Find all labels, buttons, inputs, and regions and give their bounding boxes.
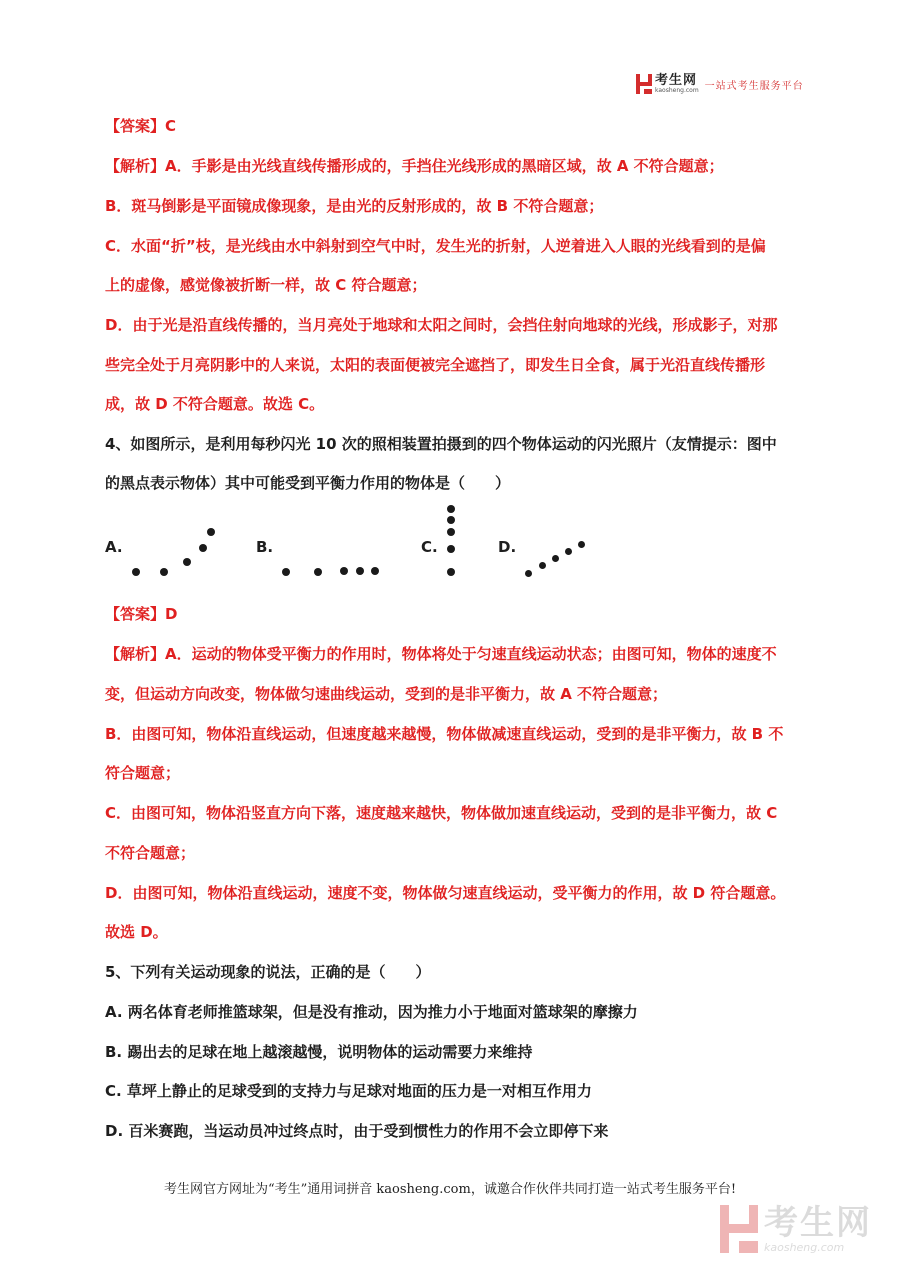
- figure-label-d: D.: [498, 538, 517, 556]
- q4-stem-line: 的黑点表示物体）其中可能受到平衡力作用的物体是（ ）: [105, 474, 511, 492]
- dot-d: [539, 562, 546, 569]
- dot-c: [447, 528, 455, 536]
- q4-analysis-line: 【解析】A．运动的物体受平衡力的作用时，物体将处于匀速直线运动状态；由图可知，物体的速度不: [105, 645, 777, 663]
- dot-a: [199, 544, 207, 552]
- watermark-title: 考生网: [764, 1202, 872, 1243]
- dot-c: [447, 505, 455, 513]
- q3-analysis-line: C．水面“折”枝，是光线由水中斜射到空气中时，发生光的折射，人逆着进入人眼的光线看到的是偏: [105, 237, 766, 255]
- q4-stem-line: 4、如图所示，是利用每秒闪光 10 次的照相装置拍摄到的四个物体运动的闪光照片（友情提示：图中: [105, 435, 777, 453]
- q3-analysis-line: B．斑马倒影是平面镜成像现象，是由光的反射形成的，故 B 不符合题意；: [105, 197, 604, 215]
- q3-answer: 【答案】C: [105, 117, 177, 135]
- dot-c: [447, 545, 455, 553]
- q5-option-d: D. 百米赛跑，当运动员冲过终点时，由于受到惯性力的作用不会立即停下来: [105, 1122, 609, 1140]
- dot-a: [183, 558, 191, 566]
- figure-label-c: C.: [421, 538, 438, 556]
- dot-b: [314, 568, 322, 576]
- logo-slogan: 一站式考生服务平台: [704, 80, 804, 92]
- q5-option-b: B. 踢出去的足球在地上越滚越慢，说明物体的运动需要力来维持: [105, 1043, 533, 1061]
- dot-a: [132, 568, 140, 576]
- dot-b: [340, 567, 348, 575]
- flash-photo-figure: [0, 500, 900, 590]
- q4-analysis-line: C．由图可知，物体沿竖直方向下落，速度越来越快，物体做加速直线运动，受到的是非平衡力，故 C: [105, 804, 778, 822]
- q5-option-c: C. 草坪上静止的足球受到的支持力与足球对地面的压力是一对相互作用力: [105, 1082, 592, 1100]
- figure-label-a: A.: [105, 538, 123, 556]
- q4-analysis-line: 符合题意；: [105, 764, 181, 782]
- dot-d: [525, 570, 532, 577]
- q3-analysis-line: 些完全处于月亮阴影中的人来说，太阳的表面便被完全遮挡了，即发生日全食，属于光沿直线传播形: [105, 356, 766, 374]
- header-logo: [636, 72, 804, 96]
- dot-c: [447, 516, 455, 524]
- q4-analysis-line: 不符合题意；: [105, 844, 196, 862]
- dot-d: [552, 555, 559, 562]
- q4-analysis-line: D．由图可知，物体沿直线运动，速度不变，物体做匀速直线运动，受平衡力的作用，故 D 符合题意。: [105, 884, 786, 902]
- q4-analysis-line: B．由图可知，物体沿直线运动，但速度越来越慢，物体做减速直线运动，受到的是非平衡力，故 B 不: [105, 725, 784, 743]
- q4-answer: 【答案】D: [105, 605, 178, 623]
- kaosheng-logo-icon: [636, 74, 652, 94]
- watermark-domain: kaosheng.com: [764, 1240, 845, 1254]
- dot-a: [207, 528, 215, 536]
- q4-analysis-line: 故选 D。: [105, 923, 168, 941]
- dot-d: [565, 548, 572, 555]
- page-footer: 考生网官方网址为“考生”通用词拼音 kaosheng.com，诚邀合作伙伴共同打造一站式考生服务平台!: [163, 1182, 737, 1197]
- logo-domain: kaosheng.com: [655, 87, 699, 94]
- dot-b: [282, 568, 290, 576]
- q3-analysis-line: 上的虚像，感觉像被折断一样，故 C 符合题意；: [105, 276, 427, 294]
- q3-analysis-line: D．由于光是沿直线传播的，当月亮处于地球和太阳之间时，会挡住射向地球的光线，形成影子，对那: [105, 316, 778, 334]
- dot-c: [447, 568, 455, 576]
- q4-analysis-line: 变，但运动方向改变，物体做匀速曲线运动，受到的是非平衡力，故 A 不符合题意；: [105, 685, 668, 703]
- logo-title: 考生网: [655, 73, 698, 88]
- q5-option-a: A. 两名体育老师推篮球架，但是没有推动，因为推力小于地面对篮球架的摩擦力: [105, 1003, 638, 1021]
- q5-stem: 5、下列有关运动现象的说法，正确的是（ ）: [105, 963, 431, 981]
- dot-b: [371, 567, 379, 575]
- watermark-logo: [720, 1202, 872, 1254]
- figure-label-b: B.: [256, 538, 274, 556]
- q3-analysis-line: 【解析】A．手影是由光线直线传播形成的，手挡住光线形成的黑暗区域，故 A 不符合题意；: [105, 157, 724, 175]
- dot-a: [160, 568, 168, 576]
- dot-d: [578, 541, 585, 548]
- kaosheng-watermark-icon: [720, 1205, 758, 1253]
- q3-analysis-line: 成，故 D 不符合题意。故选 C。: [105, 395, 325, 413]
- dot-b: [356, 567, 364, 575]
